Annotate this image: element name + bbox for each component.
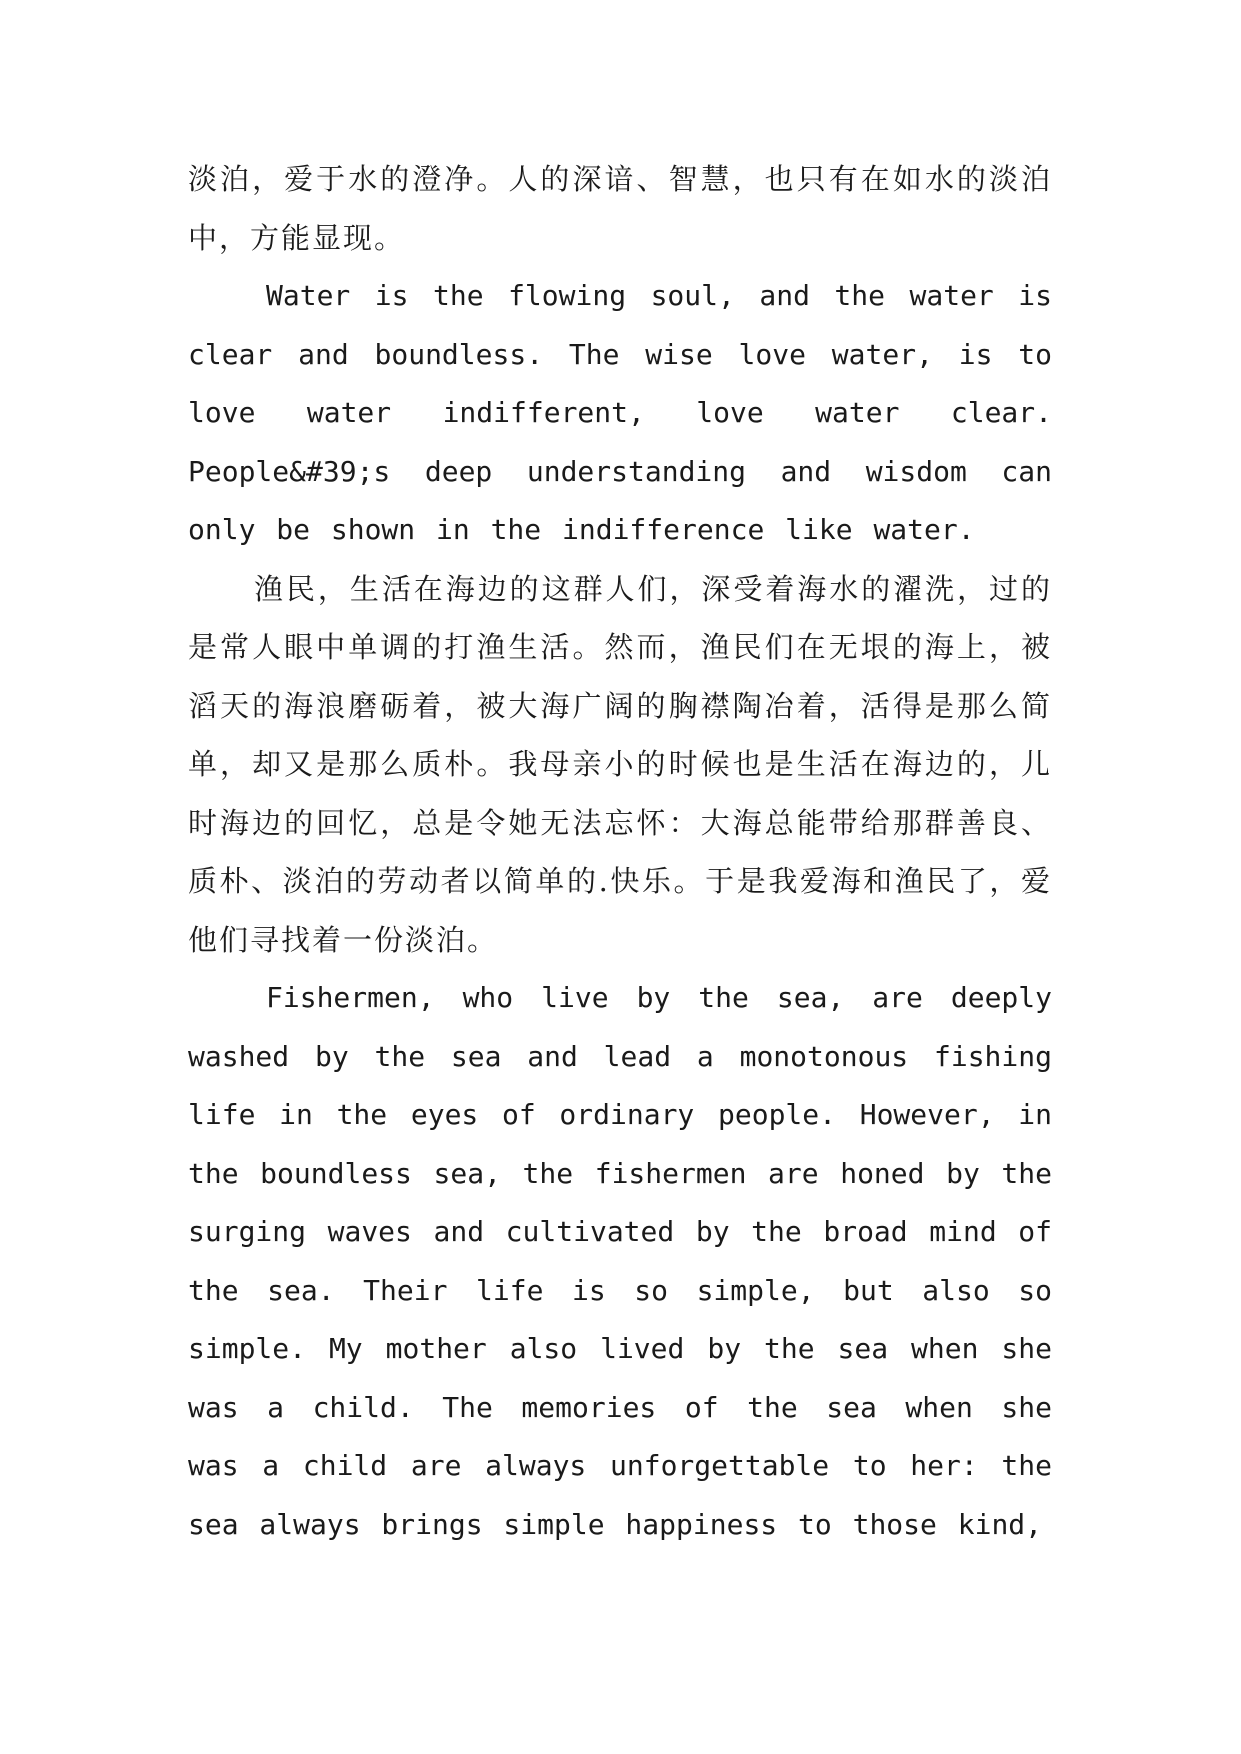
document-page: [188, 150, 1052, 1554]
paragraph-chinese-2: 渔民，生活在海边的这群人们，深受着海水的濯洗，过的是常人眼中单调的打渔生活。然而，渔民们在无垠的海上，被滔天的海浪磨砺着，被大海广阔的胸襟陶冶着，活得是那么简单，却又是那么质朴。我母亲小的时候也是生活在海边的，儿时海边的回忆，总是令她无法忘怀：大海总能带给那群善良、质朴、淡泊的劳动者以简单的.快乐。于是我爱海和渔民了，爱他们寻找着一份淡泊。: [188, 571, 1052, 957]
paragraph-english-2: Fishermen, who live by the sea, are deeply washed by the sea and lead a monotonous fishing life in the eyes of ordinary people. However, in the boundless sea, the fishermen are honed by the surging waves and cultivated by the broad mind of the sea. Their life is so simple, but also so simple. My mother also lived by the sea when she was a child. The memories of the sea when she was a child are always unforgettable to her: the sea always brings simple happiness to those kind,: [188, 981, 1052, 1541]
paragraph-english-1: Water is the flowing soul, and the water is clear and boundless. The wise love water, is to love water indifferent, love water clear. People&#39;s deep understanding and wisdom can only be shown in the indifference like water.: [188, 279, 1052, 546]
paragraph-chinese-1: 淡泊，爱于水的澄净。人的深谙、智慧，也只有在如水的淡泊中，方能显现。: [188, 162, 1052, 255]
